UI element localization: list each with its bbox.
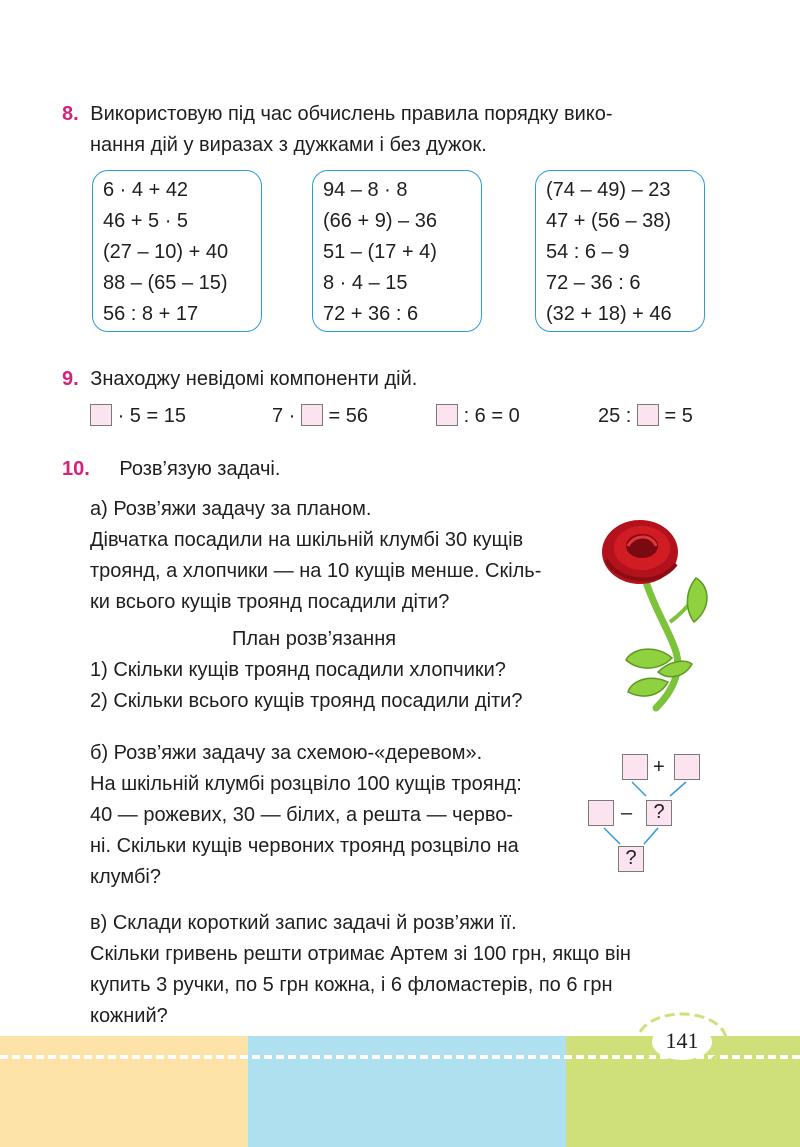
page-number: 141 xyxy=(665,1028,699,1053)
page-number-badge xyxy=(634,1010,730,1068)
task10b-line: ні. Скільки кущів червоних троянд розцвіло на xyxy=(90,835,519,857)
expressions-box-3 xyxy=(535,170,705,332)
task10b-heading: б) Розв’яжи задачу за схемою-«деревом». xyxy=(90,742,483,764)
task10b-line: клумбі? xyxy=(90,866,161,888)
rose-illustration xyxy=(598,512,718,712)
answer-box[interactable] xyxy=(637,404,659,426)
task10c-line: Скільки гривень решти отримає Артем зі 100 грн, якщо він xyxy=(90,943,631,965)
expression: (66 + 9) – 36 xyxy=(323,210,437,232)
task10c-heading: в) Склади короткий запис задачі й розв’яжи її. xyxy=(90,912,517,934)
tree-box[interactable] xyxy=(674,754,700,780)
equation-2: 7 · = 56 xyxy=(272,405,368,427)
footer-band-orange xyxy=(0,1036,248,1147)
task10b-line: 40 — рожевих, 30 — білих, а решта — черво- xyxy=(90,804,513,826)
task8-line2: нання дій у виразах з дужками і без дужок. xyxy=(90,134,487,156)
plan-item: 1) Скільки кущів троянд посадили хлопчики? xyxy=(90,659,506,681)
answer-box[interactable] xyxy=(301,404,323,426)
task10-number: 10. xyxy=(62,458,90,480)
expression: 47 + (56 – 38) xyxy=(546,210,672,232)
expression: 88 – (65 – 15) xyxy=(103,272,228,294)
task8-number: 8. xyxy=(62,103,79,125)
minus-sign: – xyxy=(621,802,633,824)
task10-title: Розв’язую задачі. xyxy=(119,458,281,480)
expression: 72 – 36 : 6 xyxy=(546,272,641,294)
answer-box[interactable] xyxy=(436,404,458,426)
expression: 46 + 5 · 5 xyxy=(103,210,189,232)
task9-heading xyxy=(62,364,417,394)
expression: (32 + 18) + 46 xyxy=(546,303,672,325)
equation-1: · 5 = 15 xyxy=(90,401,186,431)
expression: 72 + 36 : 6 xyxy=(323,303,419,325)
expression: 56 : 8 + 17 xyxy=(103,303,199,325)
answer-box[interactable] xyxy=(90,404,112,426)
task9-number: 9. xyxy=(62,368,79,390)
plan-title: План розв’язання xyxy=(232,628,397,650)
tree-box[interactable] xyxy=(622,754,648,780)
task10c-line: купить 3 ручки, по 5 грн кожна, і 6 фломастерів, по 6 грн xyxy=(90,974,613,996)
task10b-line: На шкільній клумбі розцвіло 100 кущів троянд: xyxy=(90,773,522,795)
expression: 94 – 8 · 8 xyxy=(323,179,408,201)
expression: (27 – 10) + 40 xyxy=(103,241,229,263)
task10a-line: троянд, а хлопчики — на 10 кущів менше. Скіль- xyxy=(90,560,542,582)
plan-item: 2) Скільки всього кущів троянд посадили діти? xyxy=(90,690,523,712)
tree-scheme xyxy=(584,752,708,878)
equation-4: 25 : = 5 xyxy=(598,405,693,427)
footer-band-blue xyxy=(248,1036,566,1147)
expression: 51 – (17 + 4) xyxy=(323,241,437,263)
task10a-line: ки всього кущів троянд посадили діти? xyxy=(90,591,450,613)
equation-3: : 6 = 0 xyxy=(436,401,520,431)
expression: (74 – 49) – 23 xyxy=(546,179,671,201)
tree-question-box[interactable]: ? xyxy=(618,846,644,872)
expressions-box-2 xyxy=(312,170,482,332)
task10a-heading: а) Розв’яжи задачу за планом. xyxy=(90,498,372,520)
expressions-box-1 xyxy=(92,170,262,332)
expression: 6 · 4 + 42 xyxy=(103,179,189,201)
expression: 54 : 6 – 9 xyxy=(546,241,630,263)
task10a-line: Дівчатка посадили на шкільній клумбі 30 кущів xyxy=(90,529,524,551)
task10-heading xyxy=(62,454,280,484)
expression: 8 · 4 – 15 xyxy=(323,272,408,294)
tree-box[interactable] xyxy=(588,800,614,826)
task8-line1: Використовую під час обчислень правила порядку вико- xyxy=(90,103,613,125)
plus-sign: + xyxy=(653,756,665,778)
tree-question-box[interactable]: ? xyxy=(646,800,672,826)
task8-heading xyxy=(62,99,613,129)
task10c-line: кожний? xyxy=(90,1005,168,1027)
task9-text: Знаходжу невідомі компоненти дій. xyxy=(90,368,418,390)
